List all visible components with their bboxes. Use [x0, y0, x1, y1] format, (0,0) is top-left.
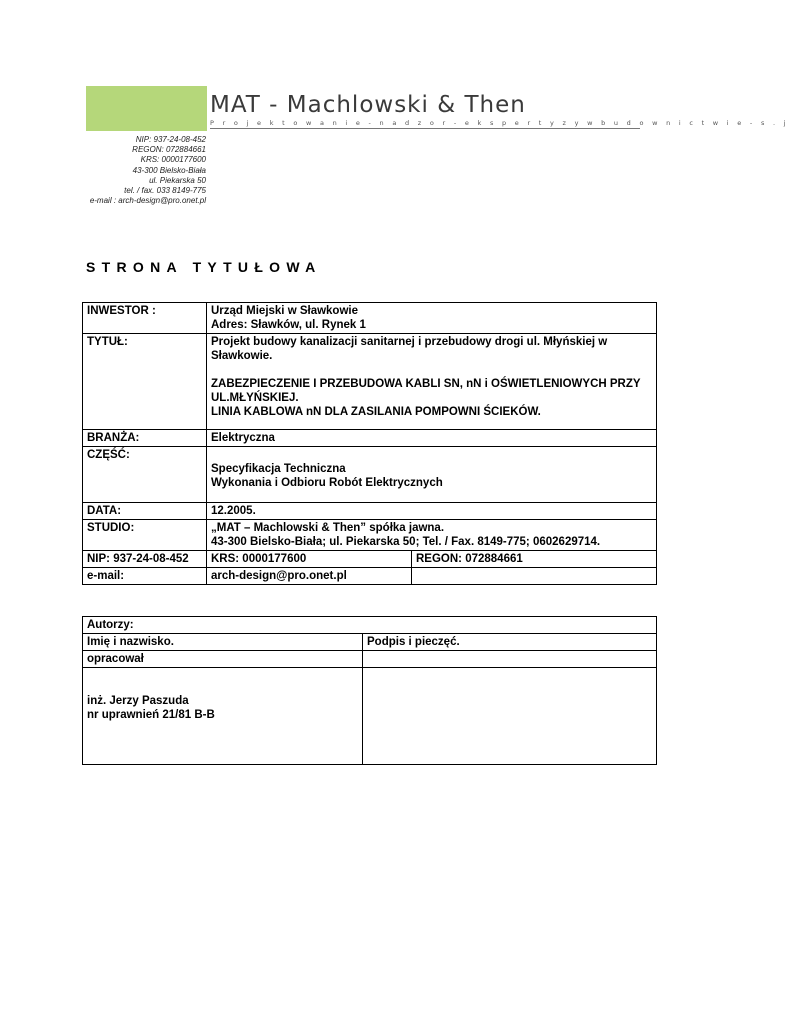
- part-label: CZĘŚĆ:: [83, 447, 207, 503]
- logo-green-block: [86, 86, 207, 131]
- contact-nip: NIP: 937-24-08-452: [135, 135, 206, 144]
- title-label: TYTUŁ:: [83, 334, 207, 430]
- part-line: Wykonania i Odbioru Robót Elektrycznych: [211, 477, 443, 489]
- table-row: [83, 430, 657, 447]
- investor-line: Urząd Miejski w Sławkowie: [211, 305, 358, 317]
- title-value: [207, 334, 657, 430]
- investor-value: [207, 303, 657, 334]
- company-tagline: P r o j e k t o w a n i e - n a d z o r - e k s p e r t y z y w b u d o w n i c t w i e - s . j: [210, 119, 789, 127]
- table-row: [83, 303, 657, 334]
- author-cell: [83, 668, 363, 765]
- part-line: Specyfikacja Techniczna: [211, 463, 346, 475]
- table-row: [83, 617, 657, 634]
- empty-cell: [363, 651, 657, 668]
- branch-label: BRANŻA:: [83, 430, 207, 447]
- role-cell: opracował: [83, 651, 363, 668]
- investor-label: INWESTOR :: [83, 303, 207, 334]
- authors-header: Autorzy:: [83, 617, 657, 634]
- krs-cell: KRS: 0000177600: [207, 551, 412, 568]
- email-value: arch-design@pro.onet.pl: [207, 568, 412, 585]
- contact-street: ul. Piekarska 50: [149, 175, 206, 185]
- name-column-header: Imię i nazwisko.: [83, 634, 363, 651]
- title-sub-line: ZABEZPIECZENIE I PRZEBUDOWA KABLI SN, nN i OŚWIETLENIOWYCH PRZY UL.MŁYŃSKIEJ.: [211, 378, 641, 404]
- table-row: [83, 551, 657, 568]
- date-label: DATA:: [83, 503, 207, 520]
- contact-city: 43-300 Bielsko-Biała: [132, 165, 206, 175]
- author-name: inż. Jerzy Paszuda: [87, 695, 189, 707]
- table-row: [83, 447, 657, 503]
- table-row: [83, 568, 657, 585]
- contact-phone: tel. / fax. 033 8149-775: [124, 186, 206, 196]
- contact-regon: REGON: 072884661: [132, 145, 206, 155]
- nip-cell: NIP: 937-24-08-452: [83, 551, 207, 568]
- part-value: [207, 447, 657, 503]
- date-value: 12.2005.: [207, 503, 657, 520]
- title-sub-line: LINIA KABLOWA nN DLA ZASILANIA POMPOWNI ŚCIEKÓW.: [211, 406, 541, 418]
- studio-value: [207, 520, 657, 551]
- contact-krs: KRS: 0000177600: [140, 155, 206, 165]
- email-label: e-mail:: [83, 568, 207, 585]
- signature-column-header: Podpis i pieczęć.: [363, 634, 657, 651]
- table-row: [83, 334, 657, 430]
- authors-table: [82, 616, 657, 765]
- regon-cell: REGON: 072884661: [412, 551, 657, 568]
- title-line: Projekt budowy kanalizacji sanitarnej i przebudowy drogi ul. Młyńskiej w Sławkowie.: [211, 336, 608, 362]
- signature-cell: [363, 668, 657, 765]
- studio-label: STUDIO:: [83, 520, 207, 551]
- investor-line: Adres: Sławków, ul. Rynek 1: [211, 319, 366, 331]
- table-row: [83, 634, 657, 651]
- table-row: [83, 668, 657, 765]
- empty-cell: [412, 568, 657, 585]
- table-row: [83, 651, 657, 668]
- contact-email: e-mail : arch-design@pro.onet.pl: [89, 196, 206, 206]
- author-license: nr uprawnień 21/81 B-B: [87, 709, 215, 721]
- page-title: STRONA TYTUŁOWA: [86, 259, 322, 275]
- contact-block: [60, 135, 206, 206]
- branch-value: Elektryczna: [207, 430, 657, 447]
- studio-line: „MAT – Machlowski & Then” spółka jawna.: [211, 522, 445, 534]
- studio-line: 43-300 Bielsko-Biała; ul. Piekarska 50; Tel. / Fax. 8149-775; 0602629714.: [211, 536, 601, 548]
- table-row: [83, 520, 657, 551]
- project-info-table: [82, 302, 657, 585]
- company-name: MAT - Machlowski & Then: [210, 92, 526, 118]
- table-row: [83, 503, 657, 520]
